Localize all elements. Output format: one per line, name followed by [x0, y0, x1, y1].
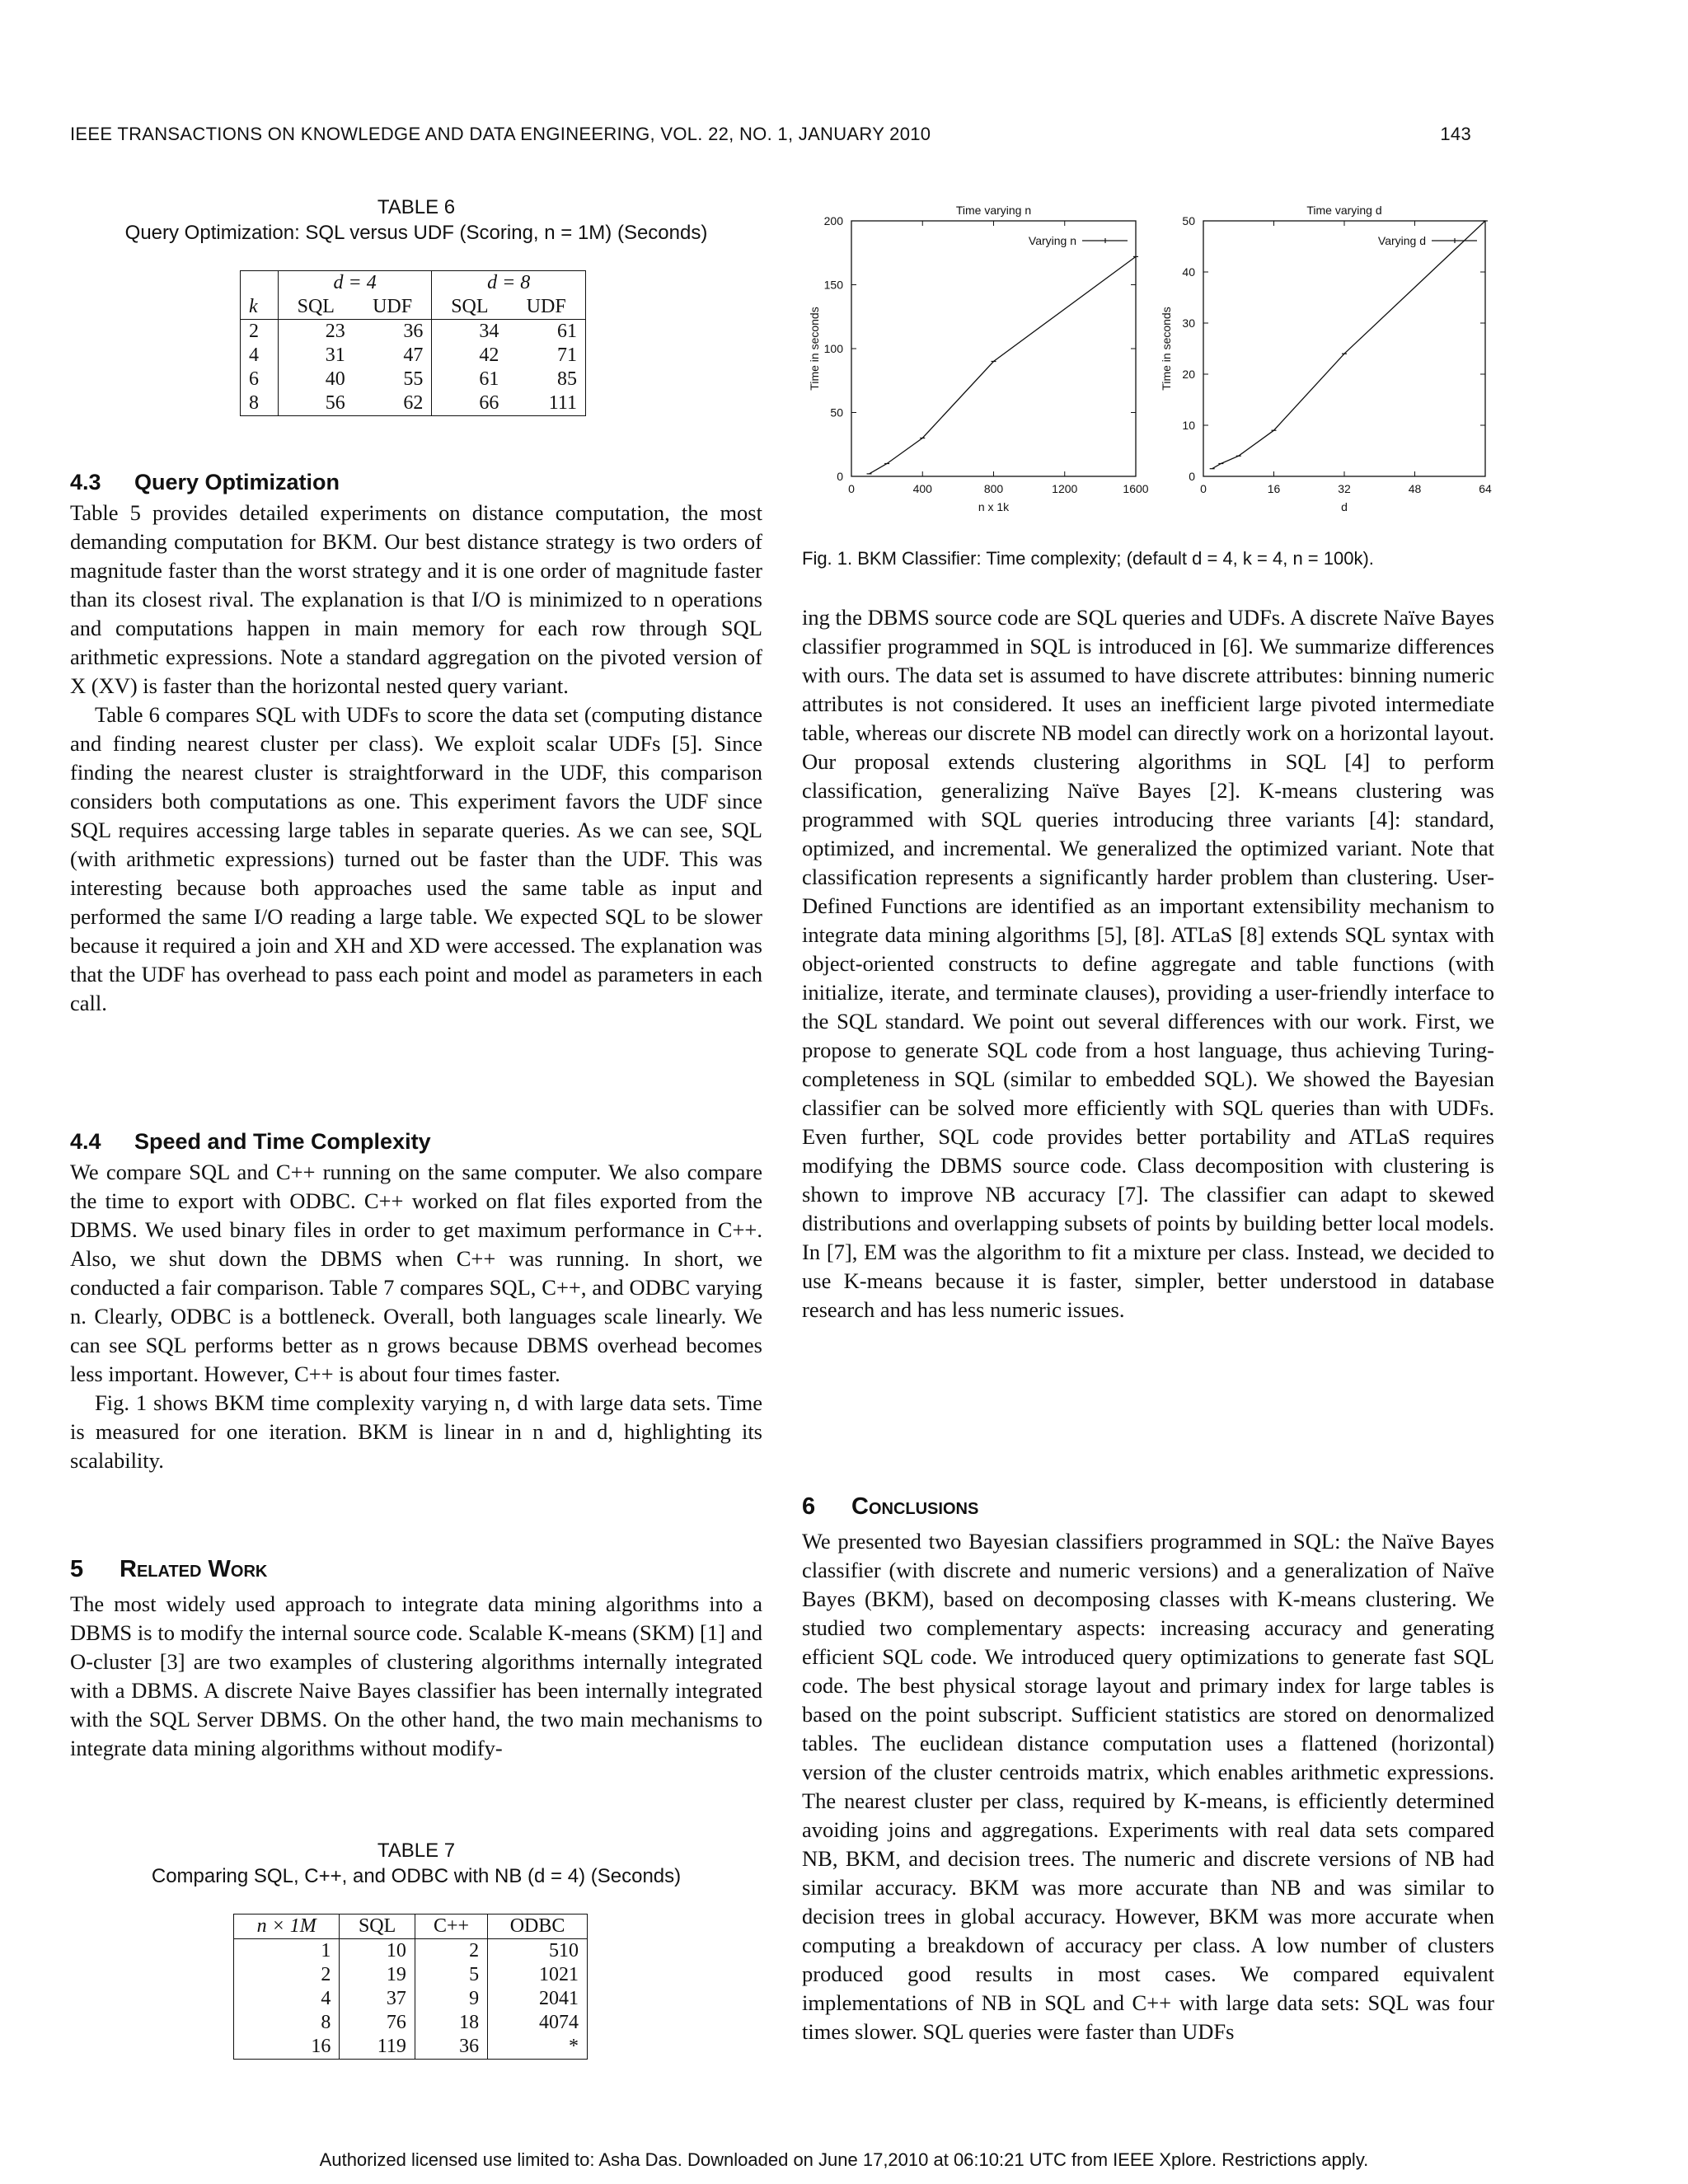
table-cell: 36: [354, 320, 432, 344]
section-5: [70, 1556, 762, 1763]
y-tick-label: 50: [830, 405, 843, 419]
section-4-3: [70, 470, 762, 1018]
plot-frame: [1203, 221, 1485, 476]
y-tick-label: 0: [1189, 470, 1195, 483]
y-axis-label: Time in seconds: [1160, 307, 1173, 391]
table-cell: 510: [549, 1940, 579, 1961]
y-tick-label: 10: [1182, 419, 1195, 432]
y-tick-label: 40: [1182, 265, 1195, 279]
table-cell: 2: [241, 320, 279, 344]
table-cell: 18: [415, 2011, 487, 2035]
x-tick-label: 0: [848, 482, 855, 495]
table6-col-header: k: [241, 295, 279, 320]
table-row: [241, 368, 586, 391]
journal-header: IEEE TRANSACTIONS ON KNOWLEDGE AND DATA ENGINEERING, VOL. 22, NO. 1, JANUARY 2010: [70, 124, 931, 144]
table7-col-header: C++: [415, 1915, 487, 1939]
table-cell: 62: [354, 391, 432, 416]
chart-title: Time varying d: [1306, 204, 1382, 217]
y-tick-label: 20: [1182, 368, 1195, 381]
chart-title: Time varying n: [955, 204, 1032, 217]
table-cell: 56: [325, 392, 345, 414]
table-cell: 85: [557, 368, 577, 390]
table-row: [234, 1987, 588, 2011]
table7: [233, 1914, 588, 2060]
table6-caption-block: [70, 194, 762, 246]
table-cell: 111: [548, 392, 577, 414]
table6-col-header: UDF: [354, 295, 432, 320]
table-row: [241, 344, 586, 368]
table-cell: 2: [234, 1963, 340, 1987]
table-cell: 42: [479, 344, 499, 366]
table-cell: *: [569, 2036, 579, 2057]
section-number: 4.3: [70, 470, 101, 494]
x-tick-label: 400: [912, 482, 932, 495]
x-tick-label: 16: [1267, 482, 1281, 495]
table-cell: 40: [325, 368, 345, 390]
table-cell: 47: [354, 344, 432, 368]
table-cell: 2: [415, 1939, 487, 1964]
section-title: Related Work: [120, 1556, 268, 1582]
table-cell: 36: [415, 2035, 487, 2060]
table6-group-header: d = 8: [487, 272, 531, 293]
section-4-4: [70, 1129, 762, 1475]
x-tick-label: 0: [1200, 482, 1207, 495]
x-tick-label: 1600: [1123, 482, 1149, 495]
table6-col-header: SQL: [451, 296, 489, 317]
table-row: [234, 1963, 588, 1987]
section-heading: [70, 470, 762, 495]
section-title: Conclusions: [851, 1493, 979, 1520]
legend-label: Varying d: [1377, 234, 1426, 247]
paragraph: Table 5 provides detailed experiments on distance computation, the most demanding computation for BKM. Our best distance strategy is two orders of magnitude faster than the worst strategy and it is one order of magnitude faster than its closest rival. The explanation is that I/O is minimized to n operations and computations happen in main memory for each row through SQL arithmetic expressions. Note a standard aggregation on the pivoted version of X (XV) is faster than the horizontal nested query variant.: [70, 500, 762, 698]
plot-frame: [851, 221, 1136, 476]
table-cell: 19: [340, 1963, 415, 1987]
table-cell: 23: [325, 321, 345, 342]
table6-col-header: UDF: [526, 296, 566, 317]
table6-col-header: SQL: [297, 296, 335, 317]
table-row: [241, 320, 586, 344]
table-cell: 4: [234, 1987, 340, 2011]
y-tick-label: 0: [837, 470, 843, 483]
figure1: [802, 190, 1494, 536]
table-cell: 1021: [539, 1964, 579, 1985]
section-heading: [802, 1493, 1494, 1521]
x-tick-label: 64: [1479, 482, 1492, 495]
section-number: 6: [802, 1493, 816, 1520]
table6-label: TABLE 6: [377, 196, 456, 218]
license-footer: Authorized licensed use limited to: Asha Das. Downloaded on June 17,2010 at 06:10:21 UTC from IEEE Xplore. Restrictions apply.: [319, 2149, 1369, 2170]
table7-col-header: ODBC: [509, 1915, 565, 1937]
table-cell: 4074: [539, 2012, 579, 2033]
table7-caption-block: [70, 1838, 762, 1889]
table7-label: TABLE 7: [377, 1840, 456, 1862]
table-cell: 61: [479, 368, 499, 390]
table-cell: 61: [557, 321, 577, 342]
table-cell: 6: [241, 368, 279, 391]
series-line: [870, 256, 1136, 474]
table-cell: 34: [479, 321, 499, 342]
x-axis-label: d: [1341, 500, 1348, 513]
page-number: 143: [1440, 124, 1471, 144]
section-title: Speed and Time Complexity: [134, 1129, 431, 1154]
table-row: [234, 1939, 588, 1964]
table-cell: 66: [479, 392, 499, 414]
paragraph: The most widely used approach to integrate data mining algorithms into a DBMS is to modify the internal source code. Scalable K-means (SKM) [1] and O-cluster [3] are two examples of clustering algorithms internally integrated with a DBMS. A discrete Naive Bayes classifier has been internally integrated with the SQL Server DBMS. On the other hand, the two main mechanisms to integrate data mining algorithms without modify-: [70, 1591, 762, 1760]
legend-label: Varying n: [1028, 234, 1076, 247]
y-tick-label: 200: [823, 214, 843, 227]
section-number: 4.4: [70, 1129, 101, 1154]
running-header: [70, 124, 1471, 145]
table-cell: 8: [234, 2011, 340, 2035]
table7-col-header: SQL: [340, 1915, 415, 1939]
table-cell: 4: [241, 344, 279, 368]
x-axis-label: n x 1k: [978, 500, 1010, 513]
table-row: [234, 2035, 588, 2060]
paragraph: Fig. 1 shows BKM time complexity varying n, d with large data sets. Time is measured for one iteration. BKM is linear in n and d, highlighting its scalability.: [70, 1390, 762, 1473]
table7-caption: Comparing SQL, C++, and ODBC with NB (d = 4) (Seconds): [151, 1865, 682, 1887]
table-cell: 16: [234, 2035, 340, 2060]
table-cell: 31: [325, 344, 345, 366]
table6-caption: Query Optimization: SQL versus UDF (Scoring, n = 1M) (Seconds): [124, 222, 708, 244]
section-5-continued: [802, 603, 1494, 1324]
x-tick-label: 32: [1338, 482, 1351, 495]
table-cell: 2041: [539, 1988, 579, 2009]
table-cell: 1: [234, 1939, 340, 1964]
table-cell: 55: [354, 368, 432, 391]
table7-col-header: n × 1M: [234, 1915, 340, 1939]
table-row: [234, 2011, 588, 2035]
section-title: Query Optimization: [134, 470, 340, 494]
table-cell: 71: [557, 344, 577, 366]
paragraph: We compare SQL and C++ running on the same computer. We also compare the time to export with ODBC. C++ worked on flat files exported from the DBMS. We used binary files in order to get maximum performance in C++. Also, we shut down the DBMS when C++ was running. In short, we conducted a fair comparison. Table 7 compares SQL, C++, and ODBC varying n. Clearly, ODBC is a bottleneck. Overall, both languages scale linearly. We can see SQL performs better as n grows because DBMS overhead becomes less important. However, C++ is about four times faster.: [70, 1160, 762, 1386]
y-tick-label: 50: [1182, 214, 1195, 227]
paragraph: Table 6 compares SQL with UDFs to score the data set (computing distance and finding nearest cluster per class). We exploit scalar UDFs [5]. Since finding the nearest cluster is straightforward in the UDF, this comparison considers both computations as one. This experiment favors the UDF since SQL requires accessing large tables in separate queries. As we can see, SQL (with arithmetic expressions) turned out be faster than the UDF. This was interesting because both approaches used the same table as input and performed the same I/O reading a large table. We expected SQL to be slower because it required a join and XH and XD were accessed. The explanation was that the UDF has overhead to pass each point and model as parameters in each call.: [70, 702, 762, 1015]
table-row: [241, 391, 586, 416]
paragraph: ing the DBMS source code are SQL queries and UDFs. A discrete Naïve Bayes classifier programmed in SQL is introduced in [6]. We summarize differences with ours. The data set is assumed to have discrete attributes: binning numeric attributes is not considered. It uses an inefficient large pivoted intermediate table, whereas our discrete NB model can directly work on a horizontal layout. Our proposal extends clustering algorithms in SQL [4] to perform classification, generalizing Naïve Bayes [2]. K-means clustering was programmed with SQL queries introducing three variants [4]: standard, optimized, and incremental. We generalized the optimized variant. Note that classification represents a significantly harder problem than clustering. User-Defined Functions are identified as an important extensibility mechanism to integrate data mining algorithms [5], [8]. ATLaS [8] extends SQL syntax with object-oriented constructs to define aggregate and table functions (with initialize, iterate, and terminate clauses), providing a user-friendly interface to the SQL standard. We point out several differences with our work. First, we propose to generate SQL code from a host language, thus achieving Turing-completeness in SQL (similar to embedded SQL). We showed the Bayesian classifier can be solved more efficiently with SQL queries than with UDFs. Even further, SQL code provides better portability and ATLaS requires modifying the DBMS source code. Class decomposition with clustering is shown to improve NB accuracy [7]. The classifier can adapt to skewed distributions and overlapping subsets of points by building better local models. In [7], EM was the algorithm to fit a mixture per class. Instead, we decided to use K-means because it is faster, simpler, better understood in database research and has less numeric issues.: [802, 605, 1494, 1322]
table-cell: 8: [241, 391, 279, 416]
table-cell: 119: [340, 2035, 415, 2060]
x-tick-label: 48: [1408, 482, 1422, 495]
series-line: [1212, 221, 1485, 469]
y-axis-label: Time in seconds: [808, 307, 821, 391]
x-tick-label: 1200: [1052, 482, 1078, 495]
table-cell: 5: [415, 1963, 487, 1987]
figure1-caption: Fig. 1. BKM Classifier: Time complexity; (default d = 4, k = 4, n = 100k).: [802, 548, 1374, 569]
table6-group-header: d = 4: [278, 271, 432, 296]
y-tick-label: 30: [1182, 316, 1195, 330]
section-heading: [70, 1129, 762, 1155]
y-tick-label: 100: [823, 342, 843, 355]
section-number: 5: [70, 1556, 84, 1582]
table6: [240, 270, 586, 416]
table-cell: 76: [340, 2011, 415, 2035]
section-heading: [70, 1556, 762, 1583]
table-cell: 37: [340, 1987, 415, 2011]
section-6: [802, 1493, 1494, 2046]
paragraph: We presented two Bayesian classifiers programmed in SQL: the Naïve Bayes classifier (with discrete and numeric versions) and a generalization of Naïve Bayes (BKM), based on decomposing classes with K-means clustering. We studied two complementary aspects: increasing accuracy and generating efficient SQL code. We introduced query optimizations to generate fast SQL code. The best physical storage layout and primary index for large tables is based on the point subscript. Sufficient statistics are stored on denormalized tables. The euclidean distance computation uses a flattened (horizontal) version of the cluster centroids matrix, which enables arithmetic expressions. The nearest cluster per class, required by K-means, is efficiently determined avoiding joins and aggregations. Experiments with real data sets compared NB, BKM, and decision trees. The numeric and discrete versions of NB had similar accuracy. BKM was more accurate than NB and was similar to decision trees in global accuracy. However, BKM was more accurate when computing a breakdown of accuracy per class. A low number of clusters produced good results in most cases. We compared equivalent implementations of NB in SQL and C++ with large data sets: SQL was four times slower. SQL queries were faster than UDFs: [802, 1529, 1494, 2044]
y-tick-label: 150: [823, 278, 843, 292]
table-cell: 9: [415, 1987, 487, 2011]
figure1-charts: [802, 190, 1494, 536]
table-cell: 10: [340, 1939, 415, 1964]
x-tick-label: 800: [983, 482, 1004, 495]
